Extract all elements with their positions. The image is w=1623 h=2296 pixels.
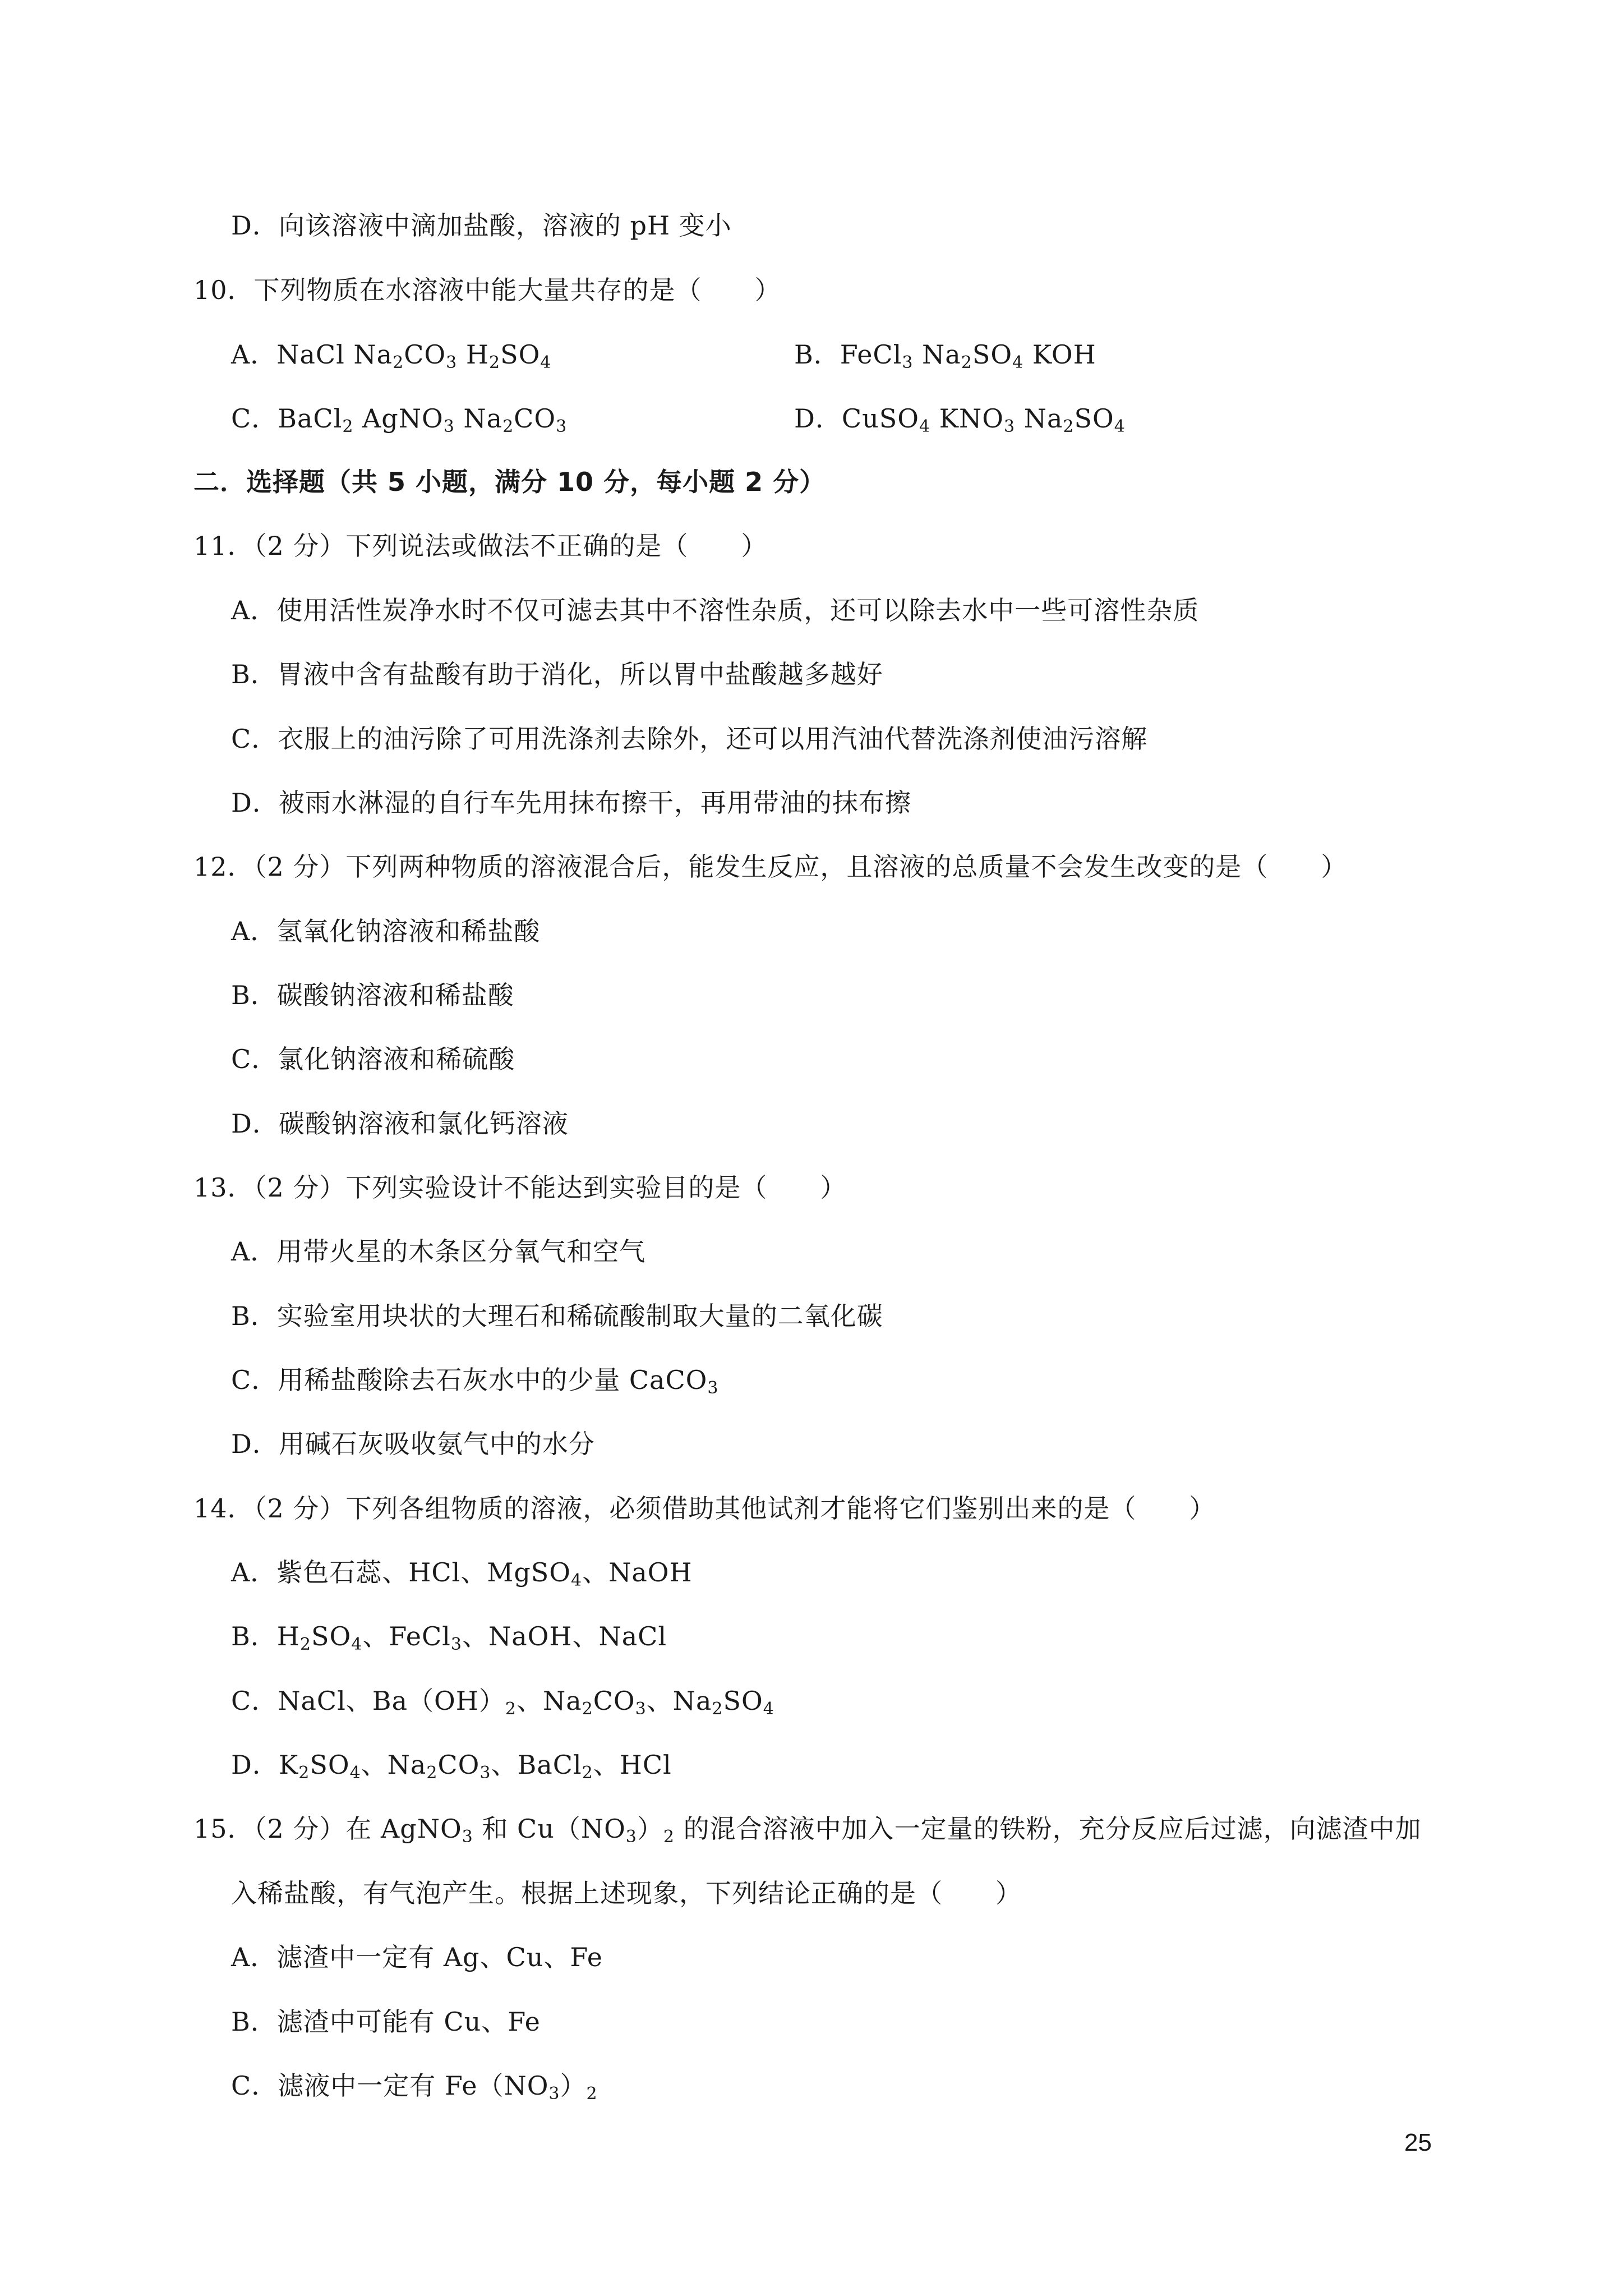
q13-option-a: A．用带火星的木条区分氧气和空气 — [231, 1236, 646, 1267]
q12-stem: 12．（2 分）下列两种物质的溶液混合后，能发生反应，且溶液的总质量不会发生改变的是（ ） — [193, 852, 1348, 882]
page-number: 25 — [1404, 2129, 1432, 2156]
q12-option-b: B．碳酸钠溶液和稀盐酸 — [231, 980, 514, 1010]
q13-stem: 13．（2 分）下列实验设计不能达到实验目的是（ ） — [193, 1172, 847, 1203]
q9-option-d: D．向该溶液中滴加盐酸，溶液的 pH 变小 — [231, 210, 732, 241]
q10-option-b: B．FeCl$_3$ $Na_2SO_4$ KOH — [794, 339, 1096, 372]
q13-option-b: B．实验室用块状的大理石和稀硫酸制取大量的二氧化碳 — [231, 1301, 883, 1331]
section-heading: 二．选择题（共 5 小题，满分 10 分，每小题 2 分） — [193, 467, 826, 497]
q11-option-d: D．被雨水淋湿的自行车先用抹布擦干，再用带油的抹布擦 — [231, 788, 911, 818]
q11-stem: 11．（2 分）下列说法或做法不正确的是（ ） — [193, 531, 768, 561]
q10-option-c: C．BaCl$_2$ AgNO$_3$ $Na_2CO_3$ — [231, 403, 568, 436]
q10-option-a: A．NaCl $Na_2CO_3$ $H_2SO_4$ — [231, 339, 552, 372]
q10-option-d: D．CuSO$_4$ $KNO_3$ $Na_2SO_4$ — [794, 403, 1126, 436]
q14-stem: 14．（2 分）下列各组物质的溶液，必须借助其他试剂才能将它们鉴别出来的是（ ） — [193, 1493, 1216, 1524]
q14-option-d: D．$K_2SO_4$、$Na_2CO_3$、BaCl$_2$、HCl — [231, 1750, 672, 1783]
q14-option-a: A．紫色石蕊、HCl、MgSO$_4$、NaOH — [231, 1557, 693, 1590]
q14-option-c: C．NaCl、$Ba(OH)_2$、$Na_2CO_3$、$Na_2SO_4$ — [231, 1686, 774, 1719]
q13-option-d: D．用碱石灰吸收氨气中的水分 — [231, 1429, 595, 1459]
q15-option-c: C．滤液中一定有 $Fe(NO_3)_2$ — [231, 2070, 598, 2104]
q15-option-b: B．滤渣中可能有 Cu、Fe — [231, 2007, 541, 2037]
q12-option-c: C．氯化钠溶液和稀硫酸 — [231, 1044, 515, 1074]
q15-stem-line1: 15．（2 分）在 AgNO$_3$ 和 $Cu(NO_3)_2$ 的混合溶液中加入一定量的铁粉，充分反应后过滤，向滤渣中加 — [193, 1814, 1422, 1847]
q11-option-a: A．使用活性炭净水时不仅可滤去其中不溶性杂质，还可以除去水中一些可溶性杂质 — [231, 595, 1200, 625]
q12-option-a: A．氢氧化钠溶液和稀盐酸 — [231, 916, 541, 946]
q14-option-b: B．$H_2SO_4$、FeCl$_3$、NaOH、NaCl — [231, 1621, 667, 1654]
q11-option-b: B．胃液中含有盐酸有助于消化，所以胃中盐酸越多越好 — [231, 659, 883, 689]
q15-option-a: A．滤渣中一定有 Ag、Cu、Fe — [231, 1942, 603, 1972]
q11-option-c: C．衣服上的油污除了可用洗涤剂去除外，还可以用汽油代替洗涤剂使油污溶解 — [231, 724, 1148, 754]
q10-stem: 10．下列物质在水溶液中能大量共存的是（ ） — [193, 275, 781, 305]
q15-stem-line2: 入稀盐酸，有气泡产生。根据上述现象，下列结论正确的是（ ） — [231, 1878, 1022, 1908]
q12-option-d: D．碳酸钠溶液和氯化钙溶液 — [231, 1108, 569, 1139]
q13-option-c: C．用稀盐酸除去石灰水中的少量 CaCO$_3$ — [231, 1365, 719, 1398]
